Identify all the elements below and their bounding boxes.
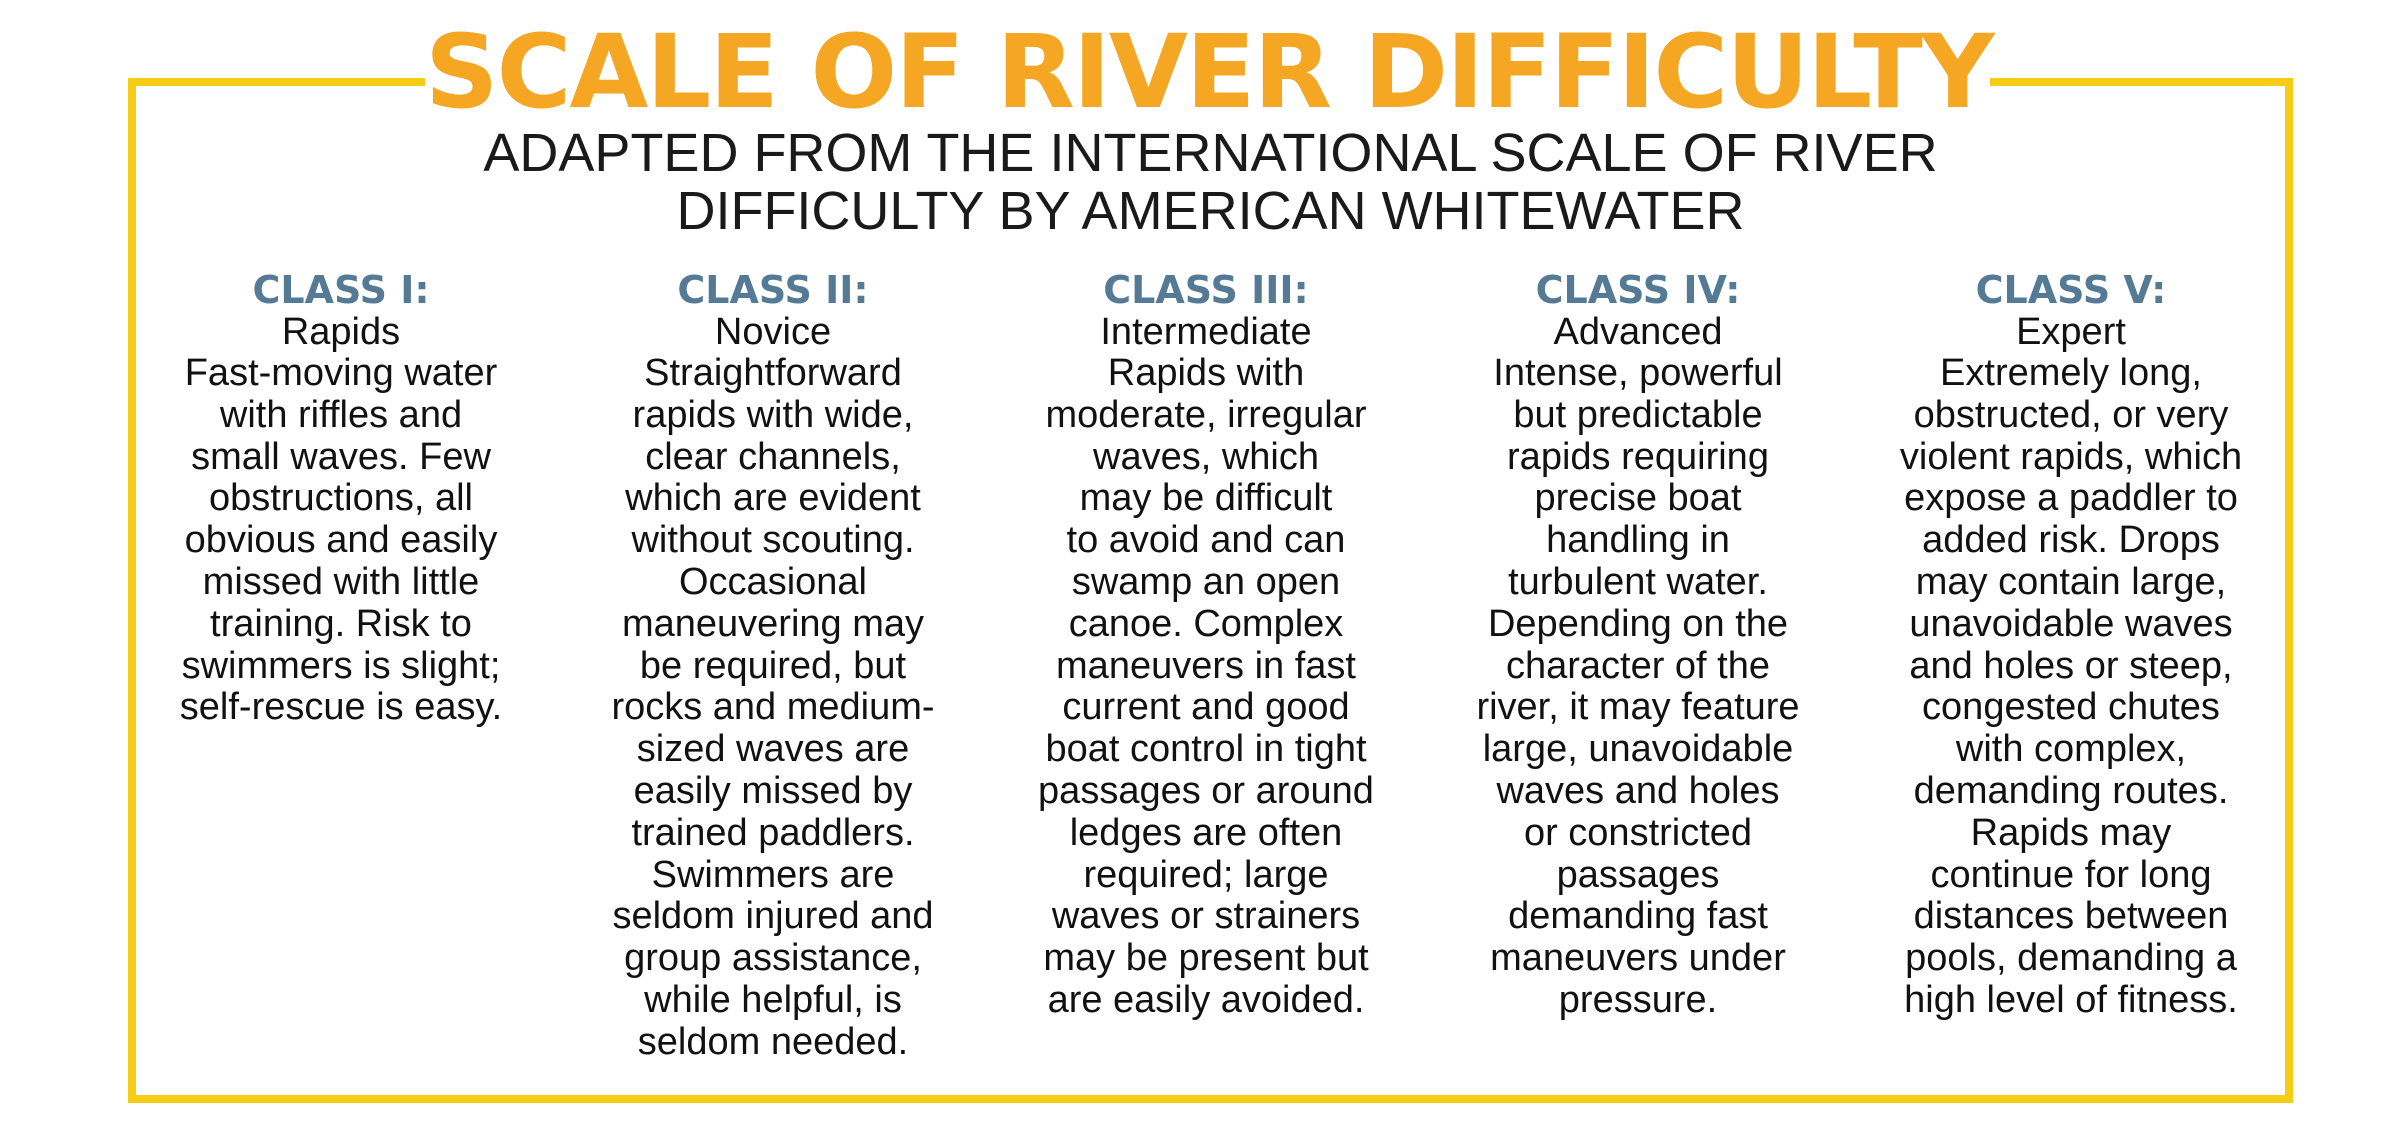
class-4-column <box>1443 268 1833 1022</box>
description-line: congested chutes <box>1922 686 2220 729</box>
description-line: or constricted <box>1523 811 1753 854</box>
description-line: self-rescue is easy. <box>179 686 503 729</box>
class-heading: CLASS II: <box>677 268 869 312</box>
description-line: to avoid and can <box>1066 519 1346 562</box>
subtitle-line-2: DIFFICULTY BY AMERICAN WHITEWATER <box>676 181 1745 241</box>
description-line: rapids requiring <box>1507 435 1769 478</box>
class-description <box>1443 353 1833 1022</box>
class-heading: CLASS III: <box>1103 268 1309 312</box>
description-line: maneuvering may <box>621 602 925 645</box>
description-line: are easily avoided. <box>1047 978 1365 1021</box>
description-line: boat control in tight <box>1045 728 1367 771</box>
description-line: distances between <box>1913 895 2229 938</box>
description-line: demanding routes. <box>1913 769 2229 812</box>
description-line: Rapids may <box>1970 811 2172 854</box>
description-line: unavoidable waves <box>1909 602 2233 645</box>
description-line: Swimmers are <box>651 853 895 896</box>
description-line: and holes or steep, <box>1909 644 2233 687</box>
description-line: continue for long <box>1930 853 2212 896</box>
description-line: while helpful, is <box>644 978 902 1021</box>
description-line: Rapids with <box>1107 352 1305 394</box>
class-description <box>578 353 968 1064</box>
description-line: large, unavoidable <box>1482 728 1794 771</box>
description-line: character of the <box>1505 644 1771 687</box>
description-line: expose a paddler to <box>1904 477 2238 520</box>
description-line: which are evident <box>625 477 921 520</box>
description-line: precise boat <box>1534 477 1742 520</box>
class-level: Rapids <box>281 311 401 353</box>
description-line: rapids with wide, <box>632 393 914 436</box>
description-line: ledges are often <box>1069 811 1343 854</box>
description-line: high level of fitness. <box>1904 978 2238 1021</box>
description-line: sized waves are <box>636 728 910 771</box>
description-line: canoe. Complex <box>1068 602 1344 645</box>
description-line: may contain large, <box>1915 560 2227 603</box>
class-level: Expert <box>2016 311 2126 353</box>
class-1-column <box>146 268 536 729</box>
description-line: obstructed, or very <box>1913 393 2229 436</box>
description-line: group assistance, <box>624 937 922 980</box>
description-line: obvious and easily <box>184 519 498 562</box>
description-line: waves or strainers <box>1051 895 1361 938</box>
class-2-column <box>578 268 968 1064</box>
subtitle <box>128 124 2293 240</box>
description-line: may be difficult <box>1079 477 1333 520</box>
description-line: rocks and medium- <box>611 686 935 729</box>
description-line: Occasional <box>679 560 867 603</box>
description-line: violent rapids, which <box>1899 435 2243 478</box>
class-heading: CLASS V: <box>1975 268 2167 312</box>
description-line: missed with little <box>202 560 480 603</box>
description-line: pools, demanding a <box>1905 937 2237 980</box>
description-line: obstructions, all <box>208 477 473 520</box>
description-line: Depending on the <box>1487 602 1789 645</box>
description-line: swamp an open <box>1071 560 1341 603</box>
description-line: small waves. Few <box>191 435 491 478</box>
description-line: with riffles and <box>219 393 463 436</box>
description-line: passages or around <box>1038 769 1374 812</box>
description-line: waves and holes <box>1496 769 1780 812</box>
description-line: Intense, powerful <box>1493 352 1783 394</box>
description-line: maneuvers in fast <box>1056 644 1356 687</box>
description-line: Straightforward <box>644 352 902 394</box>
class-5-column <box>1876 268 2266 1022</box>
description-line: added risk. Drops <box>1922 519 2220 562</box>
description-line: be required, but <box>639 644 907 687</box>
description-line: seldom injured and <box>612 895 934 938</box>
description-line: required; large <box>1083 853 1329 896</box>
class-level: Novice <box>714 311 832 353</box>
description-line: without scouting. <box>631 519 915 562</box>
description-line: waves, which <box>1093 435 1319 478</box>
class-heading: CLASS I: <box>252 268 430 312</box>
description-line: seldom needed. <box>637 1020 909 1063</box>
class-description <box>1011 353 1401 1022</box>
description-line: moderate, irregular <box>1045 393 1367 436</box>
description-line: may be present but <box>1043 937 1369 980</box>
description-line: handling in <box>1546 519 1730 562</box>
title-container <box>425 13 1993 132</box>
class-heading: CLASS IV: <box>1535 268 1741 312</box>
description-line: passages <box>1556 853 1720 896</box>
class-description <box>1876 353 2266 1022</box>
description-line: swimmers is slight; <box>181 644 501 687</box>
description-line: turbulent water. <box>1508 560 1768 603</box>
description-line: easily missed by <box>633 769 913 812</box>
description-line: current and good <box>1062 686 1350 729</box>
subtitle-line-1: ADAPTED FROM THE INTERNATIONAL SCALE OF RIVER <box>483 123 1938 183</box>
description-line: training. Risk to <box>210 602 472 645</box>
description-line: river, it may feature <box>1476 686 1800 729</box>
page-title: SCALE OF RIVER DIFFICULTY <box>425 13 1993 132</box>
description-line: but predictable <box>1513 393 1763 436</box>
class-level: Advanced <box>1553 311 1723 353</box>
description-line: demanding fast <box>1508 895 1768 938</box>
description-line: trained paddlers. <box>631 811 915 854</box>
description-line: pressure. <box>1558 978 1718 1021</box>
description-line: clear channels, <box>645 435 901 478</box>
description-line: Extremely long, <box>1940 352 2202 394</box>
class-description <box>146 353 536 729</box>
description-line: maneuvers under <box>1490 937 1786 980</box>
description-line: with complex, <box>1955 728 2187 771</box>
description-line: Fast-moving water <box>184 352 498 394</box>
class-level: Intermediate <box>1100 311 1312 353</box>
class-3-column <box>1011 268 1401 1022</box>
